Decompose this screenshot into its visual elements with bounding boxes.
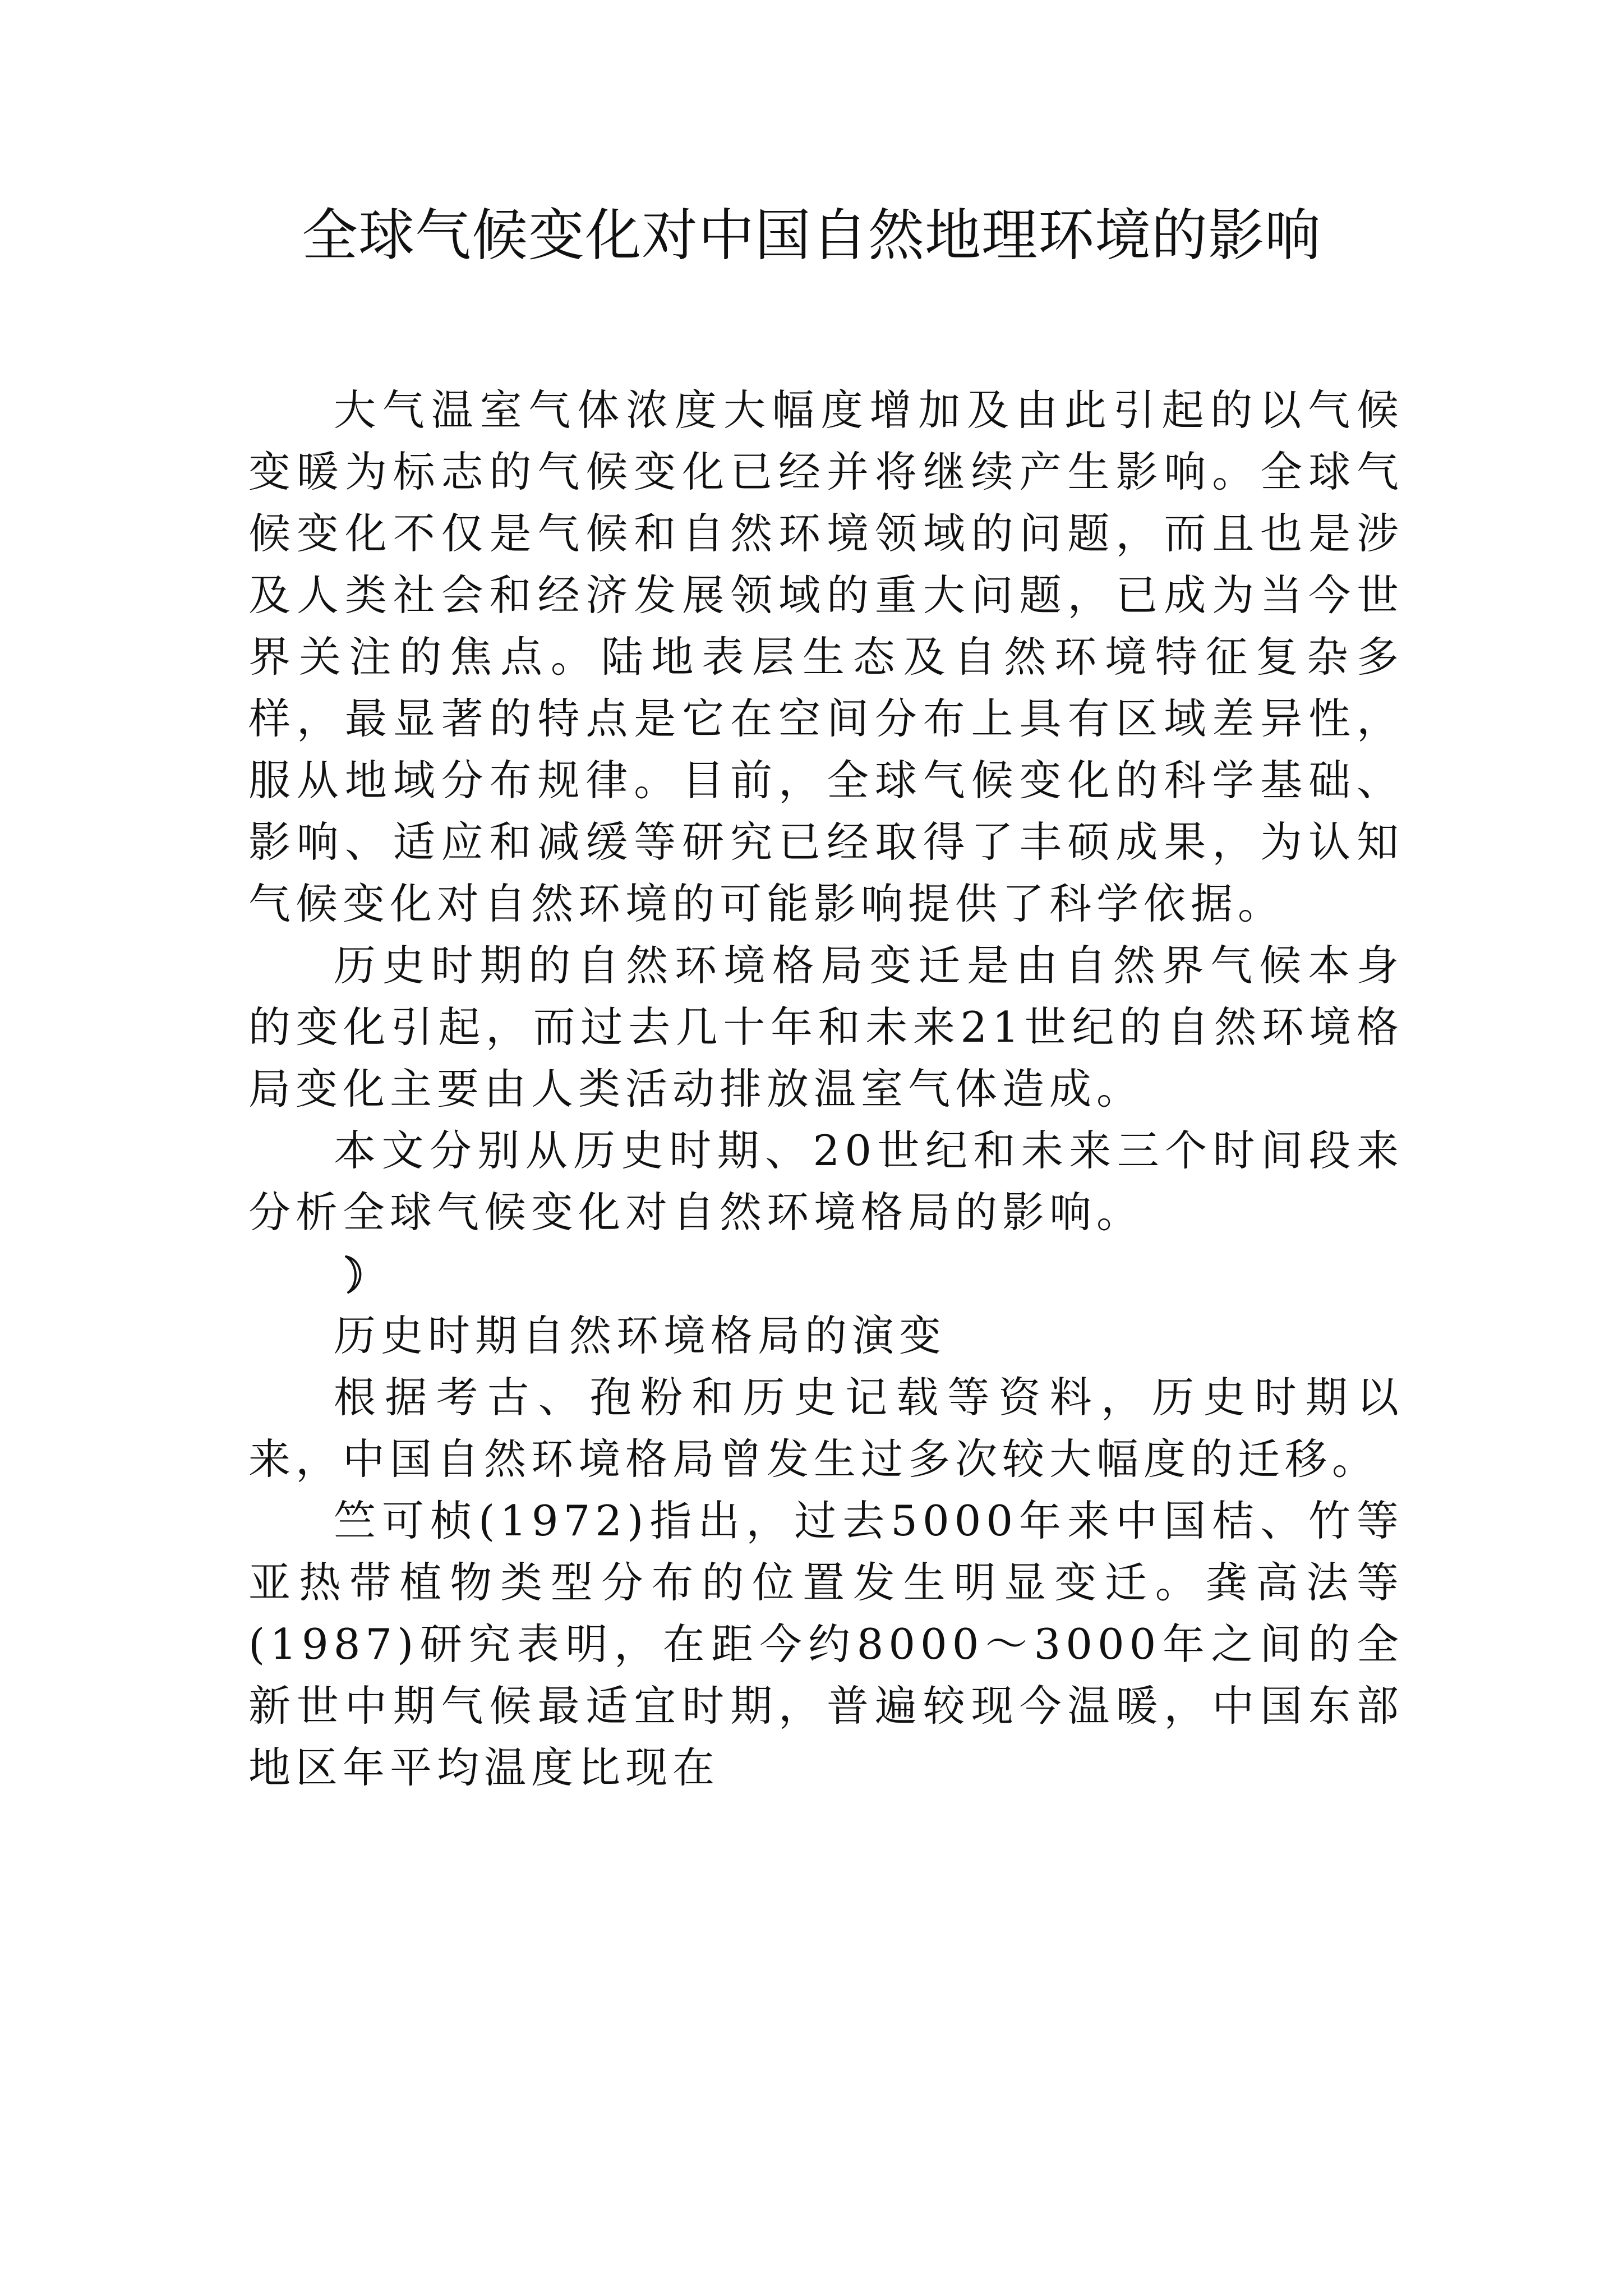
paragraph-historical-change: 历史时期的自然环境格局变迁是由自然界气候本身的变化引起，而过去几十年和未来21世纪的自然环境格局变化主要由人类活动排放温室气体造成。 (248, 941, 1404, 1114)
document-title: 全球气候变化对中国自然地理环境的影响 (302, 203, 1321, 268)
paragraph-zhu-kezhen: 竺可桢(1972)指出，过去5000年来中国桔、竹等亚热带植物类型分布的位置发生明显变迁。龚高法等(1987)研究表明，在距今约8000～3000年之间的全新世中期气候最适宜时期，普遍较现今温暖，中国东部地区年平均温度比现在 (248, 1496, 1404, 1792)
paragraph-outline: 本文分别从历史时期、20世纪和未来三个时间段来分析全球气候变化对自然环境格局的影响。 (248, 1126, 1404, 1237)
section-marker (248, 1243, 1404, 1305)
paragraph-intro: 大气温室气体浓度大幅度增加及由此引起的以气候变暖为标志的气候变化已经并将继续产生影响。全球气候变化不仅是气候和自然环境领域的问题，而且也是涉及人类社会和经济发展领域的重大问题，已成为当今世界关注的焦点。陆地表层生态及自然环境特征复杂多样，最显著的特点是它在空间分布上具有区域差异性，服从地域分布规律。目前，全球气候变化的科学基础、影响、适应和减缓等研究已经取得了丰硕成果，为认知气候变化对自然环境的可能影响提供了科学依据。 (248, 385, 1404, 928)
paragraph-archaeology: 根据考古、孢粉和历史记载等资料，历史时期以来，中国自然环境格局曾发生过多次较大幅度的迁移。 (248, 1373, 1404, 1484)
document-body (248, 379, 1404, 1798)
crescent-moon-icon (334, 1243, 373, 1305)
section-heading: 历史时期自然环境格局的演变 (334, 1311, 947, 1360)
